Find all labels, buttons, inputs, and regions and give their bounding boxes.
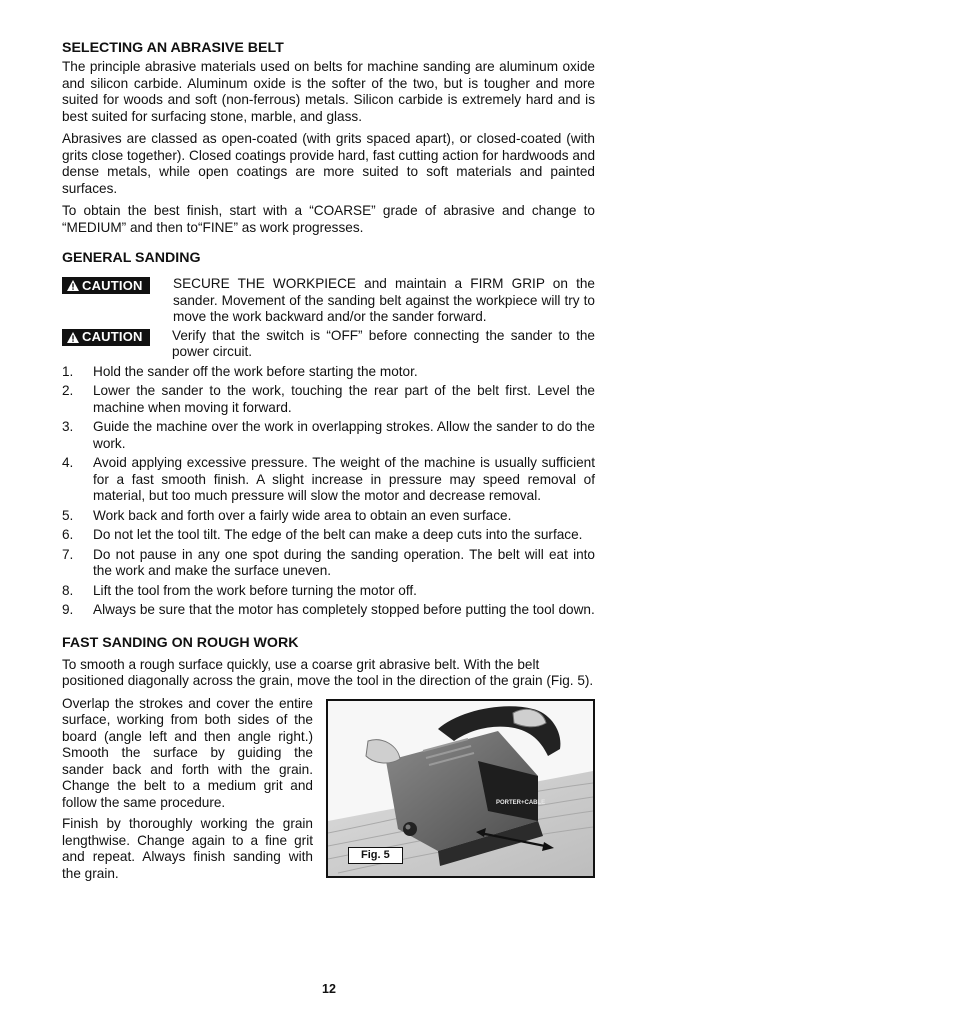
paragraph: Finish by thoroughly working the grain lengthwise. Change again to a fine grit and repeat. Always finish sanding with the grain. bbox=[62, 816, 313, 881]
figure-5 bbox=[326, 699, 595, 878]
list-item: 9. Always be sure that the motor has completely stopped before putting the tool down. bbox=[62, 602, 595, 617]
paragraph: To smooth a rough surface quickly, use a coarse grit abrasive belt. With the belt positioned diagonally across the grain, move the tool in the direction of the grain (Fig. 5). bbox=[62, 656, 594, 688]
fast-sanding-text bbox=[62, 696, 313, 889]
list-item: 8. Lift the tool from the work before turning the motor off. bbox=[62, 582, 417, 598]
heading-abrasive-belt: SELECTING AN ABRASIVE BELT bbox=[62, 40, 284, 56]
brand-logo: PORTER+CABLE bbox=[496, 799, 546, 806]
paragraph: To obtain the best finish, start with a “COARSE” grade of abrasive and change to “MEDIUM” and then to“FINE” as work progresses. bbox=[62, 203, 595, 235]
warning-triangle-icon bbox=[67, 280, 79, 291]
caution-notice bbox=[62, 328, 595, 361]
list-item: 4. Avoid applying excessive pressure. The weight of the machine is usually sufficient for a fast smooth finish. A slight increase in pressure may speed removal of material, but too much pressure will slow the motor and decrease removal. bbox=[62, 455, 595, 503]
list-item: 1. Hold the sander off the work before starting the motor. bbox=[62, 363, 418, 379]
caution-text: Verify that the switch is “OFF” before connecting the sander to the power circuit. bbox=[172, 327, 595, 359]
heading-general-sanding: GENERAL SANDING bbox=[62, 250, 201, 266]
heading-fast-sanding: FAST SANDING ON ROUGH WORK bbox=[62, 634, 299, 651]
caution-badge: CAUTION bbox=[62, 329, 150, 346]
paragraph: The principle abrasive materials used on belts for machine sanding are aluminum oxide and silicon carbide. Aluminum oxide is the softer of the two, but is tougher and more suited for woods and soft (non-ferrous) metals. Silicon carbide is extremely hard and is best suited for surfacing stone, marble, and glass. bbox=[62, 59, 595, 124]
list-item: 7. Do not pause in any one spot during the sanding operation. The belt will eat into the work and make the surface uneven. bbox=[62, 546, 595, 578]
text-and-figure bbox=[62, 696, 595, 889]
caution-badge: CAUTION bbox=[62, 277, 150, 294]
warning-triangle-icon bbox=[67, 332, 79, 343]
page-number: 12 bbox=[322, 982, 336, 996]
figure-label: Fig. 5 bbox=[348, 847, 403, 864]
list-item: 5. Work back and forth over a fairly wide area to obtain an even surface. bbox=[62, 507, 512, 523]
caution-text: SECURE THE WORKPIECE and maintain a FIRM GRIP on the sander. Movement of the sanding belt against the workpiece will try to move the work backward and/or the sander forward. bbox=[173, 276, 595, 324]
paragraph: Abrasives are classed as open-coated (with grits spaced apart), or closed-coated (with grits close together). Closed coatings provide hard, fast cutting action for hardwoods and dense metals, while open coatings are more suited to soft materials and painted surfaces. bbox=[62, 131, 595, 196]
sanding-steps-list bbox=[62, 364, 595, 619]
list-item: 2. Lower the sander to the work, touching the rear part of the belt first. Level the machine when moving it forward. bbox=[62, 383, 595, 415]
list-item: 3. Guide the machine over the work in overlapping strokes. Allow the sander to do the work. bbox=[62, 419, 595, 451]
page-content bbox=[62, 40, 595, 888]
list-item: 6. Do not let the tool tilt. The edge of the belt can make a deep cuts into the surface. bbox=[62, 527, 583, 542]
paragraph: Overlap the strokes and cover the entire surface, working from both sides of the board (angle left and then angle right.) Smooth the surface by guiding the sander back and forth with the grain. Change the belt to a medium grit and follow the same procedure. bbox=[62, 695, 313, 810]
caution-notice bbox=[62, 276, 595, 326]
